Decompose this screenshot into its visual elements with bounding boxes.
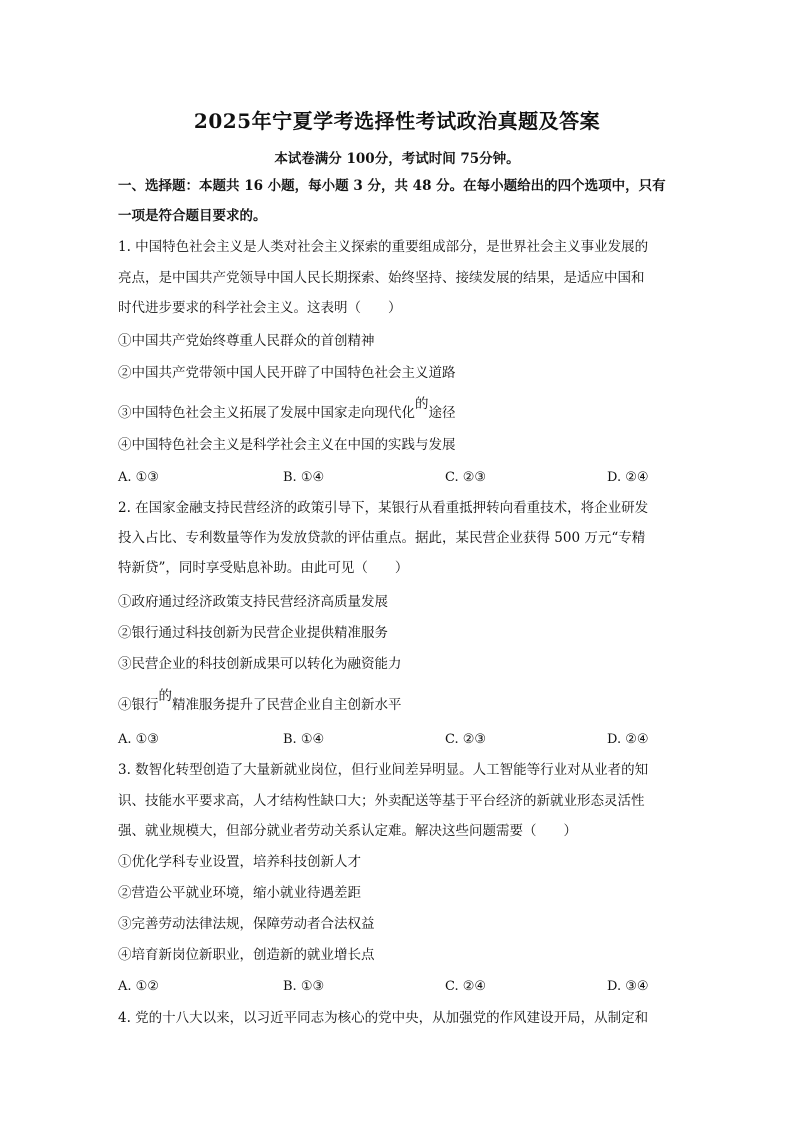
q2-item-4-text-end: 精准服务提升了民营企业自主创新水平 — [172, 697, 402, 713]
q1-option-c: C. ②③ — [445, 470, 487, 485]
q1-stem-line: 亮点，是中国共产党领导中国人民长期探索、始终坚持、接续发展的结果，是适应中国和 — [118, 270, 645, 286]
q2-option-b: B. ①④ — [283, 732, 325, 747]
q1-item-3-text: ③中国特色社会主义拓展了发展中国家走向现代化 — [118, 405, 415, 421]
q3-stem-line: 强、就业规模大，但部分就业者劳动关系认定难。解决这些问题需要（ ） — [118, 823, 577, 839]
q3-stem-line: 3. 数智化转型创造了大量新就业岗位，但行业间差异明显。人工智能等行业对从业者的知 — [118, 762, 649, 778]
q2-option-c: C. ②③ — [445, 732, 487, 747]
q1-option-a: A. ①③ — [118, 470, 159, 485]
q3-option-b: B. ①③ — [283, 979, 325, 994]
q2-item-4 — [118, 688, 402, 714]
section-heading-line1: 一、选择题：本题共 16 小题，每小题 3 分，共 48 分。在每小题给出的四个选项中，只有 — [118, 178, 666, 194]
q2-stem-line: 投入占比、专利数量等作为发放贷款的评估重点。据此，某民营企业获得 500 万元“专精 — [118, 530, 646, 546]
section-heading-line2: 一项是符合题目要求的。 — [118, 208, 267, 224]
q1-item-4: ④中国特色社会主义是科学社会主义在中国的实践与发展 — [118, 437, 456, 453]
q3-option-c: C. ②④ — [445, 979, 487, 994]
q1-stem-line: 1. 中国特色社会主义是人类对社会主义探索的重要组成部分，是世界社会主义事业发展的 — [118, 239, 649, 255]
q3-item-1: ①优化学科专业设置，培养科技创新人才 — [118, 854, 361, 870]
q2-item-4-raised-char: 的 — [158, 688, 172, 704]
q2-stem-line: 特新贷”，同时享受贴息补助。由此可见（ ） — [118, 560, 409, 576]
q3-item-4: ④培育新岗位新职业，创造新的就业增长点 — [118, 947, 375, 963]
q2-item-3: ③民营企业的科技创新成果可以转化为融资能力 — [118, 656, 402, 672]
q2-option-a: A. ①③ — [118, 732, 159, 747]
q3-stem-line: 识、技能水平要求高，人才结构性缺口大；外卖配送等基于平台经济的新就业形态灵活性 — [118, 793, 645, 809]
q3-option-d: D. ③④ — [607, 979, 649, 994]
q4-stem-line: 4. 党的十八大以来，以习近平同志为核心的党中央，从加强党的作风建设开局，从制定和 — [118, 1010, 649, 1026]
q1-item-1: ①中国共产党始终尊重人民群众的首创精神 — [118, 333, 375, 349]
q2-item-4-text: ④银行 — [118, 697, 159, 713]
page-title: 2025年宁夏学考选择性考试政治真题及答案 — [193, 109, 601, 133]
q1-item-3-text-end: 途径 — [428, 405, 456, 421]
q1-item-2: ②中国共产党带领中国人民开辟了中国特色社会主义道路 — [118, 365, 456, 381]
q3-item-2: ②营造公平就业环境，缩小就业待遇差距 — [118, 885, 361, 901]
q2-stem-line: 2. 在国家金融支持民营经济的政策引导下，某银行从看重抵押转向看重技术，将企业研发 — [118, 500, 649, 516]
q3-item-3: ③完善劳动法律法规，保障劳动者合法权益 — [118, 916, 375, 932]
q1-item-3 — [118, 396, 456, 422]
q1-option-b: B. ①④ — [283, 470, 325, 485]
q1-item-3-raised-char: 的 — [415, 396, 429, 412]
q2-option-d: D. ②④ — [607, 732, 649, 747]
exam-info: 本试卷满分 100分，考试时间 75分钟。 — [274, 151, 520, 167]
q1-option-d: D. ②④ — [607, 470, 649, 485]
q3-option-a: A. ①② — [118, 979, 159, 994]
q2-item-1: ①政府通过经济政策支持民营经济高质量发展 — [118, 594, 388, 610]
q1-stem-line: 时代进步要求的科学社会主义。这表明（ ） — [118, 300, 402, 316]
q2-item-2: ②银行通过科技创新为民营企业提供精准服务 — [118, 625, 388, 641]
